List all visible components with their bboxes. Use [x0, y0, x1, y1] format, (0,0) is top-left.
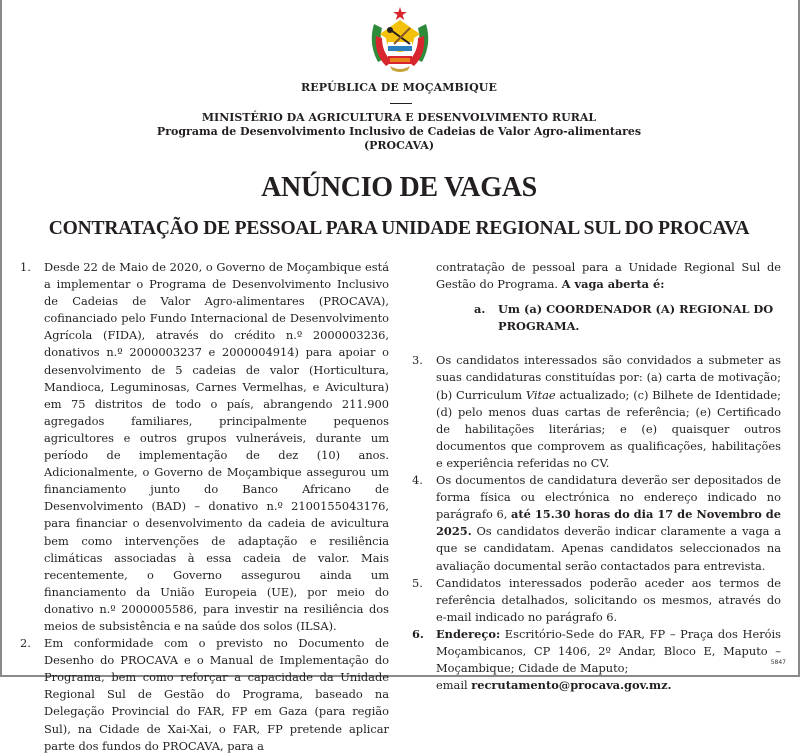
item-number: 2. [20, 636, 31, 651]
ministry-name: MINISTÉRIO DA AGRICULTURA E DESENVOLVIMENTO RURAL [201, 111, 597, 124]
list-item-2 [20, 635, 389, 755]
item-text: actualizado; (c) Bilhete de Identidade; (d) pelo menos duas cartas de referência; (e) Certificado de habilitações literárias; e (e) quaisquer outros documentos que comprovem as qualificações, habilitações e experiência referidas no CV. [436, 387, 781, 470]
item-text: Candidatos interessados poderão aceder aos termos de referência detalhados, solicitando os mesmos, através do e-mail indicado no parágrafo 6. [436, 575, 781, 624]
item-number: 5. [412, 575, 423, 590]
right-column [412, 259, 781, 694]
item-text: contratação de pessoal para a Unidade Regional Sul de Gestão do Programa. [436, 260, 781, 292]
republic-name: REPÚBLICA DE MOÇAMBIQUE [301, 81, 497, 94]
header-divider [390, 103, 412, 104]
coat-of-arms-icon [364, 4, 436, 76]
email-link[interactable]: recrutamento@procava.gov.mz. [471, 678, 672, 693]
list-item-6 [412, 626, 781, 694]
item-text: Os candidatos interessados são convidados a submeter as suas candidaturas constituídas por: (a) carta de motivação; (b) Curriculum [436, 353, 781, 402]
address-text: Escritório-Sede do FAR, FP – Praça dos Heróis Moçambicanos, CP 1406, 2º Andar, Bloco E, Maputo – Moçambique; Cidade de Maputo; [436, 626, 781, 676]
program-name: Programa de Desenvolvimento Inclusivo de Cadeias de Valor Agro-alimentares [156, 125, 642, 138]
page-title: ANÚNCIO DE VAGAS [261, 172, 537, 203]
vacancy-item [412, 301, 781, 335]
reference-number: 5847 [770, 659, 786, 666]
address-label: Endereço: [436, 626, 501, 641]
item-number: 3. [412, 353, 423, 368]
list-item-1 [20, 259, 389, 635]
item-text: Em conformidade com o previsto no Documento de Desenho do PROCAVA e o Manual de Implementação do Programa, bem como reforçar a capacidade da Unidade Regional Sul de Gestão do Programa, baseado na Delegação Provincial do FAR, FP em Gaza (para região Sul), na Cidade de Xai-Xai, o FAR, FP pretende aplicar parte dos fundos do PROCAVA, para a [44, 636, 389, 753]
list-item-3 [412, 352, 781, 472]
item-number: 4. [412, 473, 423, 488]
vacancy-letter: a. [474, 302, 486, 317]
item-text: Os documentos de candidatura deverão ser depositados de forma física ou electrónica no endereço indicado no parágrafo 6, [436, 473, 781, 522]
item-text: Os candidatos deverão indicar claramente a vaga a que se candidatam. Apenas candidatos seleccionados na avaliação documental serão contactados para entrevista. [436, 524, 781, 573]
vacancy-intro: A vaga aberta é: [561, 277, 665, 292]
email-label: email [436, 678, 472, 693]
program-acronym: (PROCAVA) [363, 139, 435, 152]
list-item-2-continuation [412, 259, 781, 293]
item-text-italic: Vitae [525, 387, 556, 402]
item-number: 6. [412, 626, 424, 641]
item-text: Desde 22 de Maio de 2020, o Governo de Moçambique está a implementar o Programa de Desenvolvimento Inclusivo de Cadeias de Valor Agro-alimentares (PROCAVA), cofinanciado pelo Fundo Internacional de Desenvolvimento Agrícola (FIDA), através do crédito n.º 2000003236, donativos n.º 2000003237 e 2000004914) para apoiar o desenvolvimento de 5 cadeias de valor (Horticultura, Mandioca, Leguminosas, Carnes Vermelhas, e Avicultura) em 75 distritos de todo o país, abrangendo 211.900 agregados familiares, principalmente pequenos agricultores e outros grupos vulneráveis, durante um período de implementação de dez (10) anos. Adicionalmente, o Governo de Moçambique assegurou um financiamento junto do Banco Africano de Desenvolvimento (BAD) – donativo n.º 2100155043176, para financiar o desenvolvimento da cadeia de avicultura bem como intervenções de adaptação e resiliência climáticas associadas à essa cadeia de valor. Mais recentemente, o Governo assegurou ainda um financiamento da União Europeia (UE), por meio do donativo n.º 2000005586, para investir na resiliência dos meios de subsistência e na saúde dos solos (ILSA). [44, 260, 389, 633]
item-number: 1. [20, 260, 31, 274]
left-column [20, 259, 389, 755]
page-subtitle: CONTRATAÇÃO DE PESSOAL PARA UNIDADE REGIONAL SUL DO PROCAVA [48, 218, 750, 239]
vacancy-title: Um (a) COORDENADOR (A) REGIONAL DO PROGRAMA. [498, 302, 774, 334]
deadline: até 15.30 horas do dia 17 de Novembro de 2025. [436, 507, 781, 539]
list-item-4 [412, 472, 781, 575]
list-item-5 [412, 575, 781, 626]
